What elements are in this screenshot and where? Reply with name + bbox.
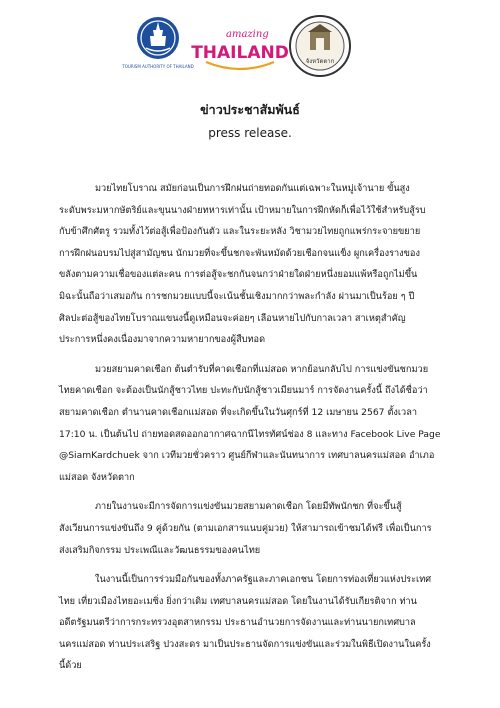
logo-bar [0, 14, 500, 84]
document-title: ข่าวประชาสัมพันธ์ [200, 102, 300, 117]
paragraph-event-details: มวยสยามคาดเชือก ต้นตำรับที่คาดเชือกที่แม่สอด หากย้อนกลับไป การแข่งขันชกมวย ไทยคาดเชือก จะต้องเป็นนักสู้ชาวไทย ปะทะกับนักสู้ชาวเมียนมาร์ การจัดงานครั้งนี้ ถึงได้ชื่อว่า สยามคาดเชือก ตำนานคาดเชือกแม่สอด ที่จะเกิดขึ้นในวันศุกร์ที่ 12 เมษายน 2567 ตั้งเวลา 17:10 น. เป็นต้นไป ถ่ายทอดสดออกอากาศฉากนีไทรทัศน์ช่อง 8 และทาง Facebook Live Page @SiamKardchuek จาก เวทีมวยชั่วคราว ศูนย์กีฬาและนันทนาการ เทศบาลนครแม่สอด อำเภอ แม่สอด จังหวัดตาก [59, 363, 441, 483]
paragraph-muay-thai-history: มวยไทยโบราณ สมัยก่อนเป็นการฝึกฝนถ่ายทอดกันแต่เฉพาะในหมู่เจ้านาย ขั้นสูง ระดับพระมหากษัตริย์และขุนนางฝ่ายทหารเท่านั้น เป้าหมายในการฝึกหัดก็เพื่อไว้ใช้สำหรับสู้รบ กับข้าศึกศัตรู รวมทั้งไว้ต่อสู้เพื่อป้องกันตัว และในระยะหลัง วิชามวยไทยถูกแพร่กระจายขยาย การฝึกฝนอบรมไปสู่สามัญชน นักมวยที่จะขึ้นชกจะพันหมัดด้วยเชือกจนแข็ง ผูกเครื่องรางของ ขลังตามความเชื่อของแต่ละคน การต่อสู้จะชกกันจนกว่าฝ่ายใดฝ่ายหนึ่งยอมแพ้หรือถูกไม่ขึ้น มิฉะนั้นถือว่าเสมอกัน การชกมวยแบบนี้จะเน้นชั้นเชิงมากกว่าพละกำลัง ผ่านมาเป็นร้อย ๆ ปี ศิลปะต่อสู้ของไทยโบราณแขนงนี้ดูเหมือนจะค่อยๆ เลือนหายไปกับกาลเวลา สาเหตุสำคัญ ประการหนึ่งคงเนื่องมาจากความหายากของผู้สืบทอด [59, 183, 426, 346]
amazing-thailand-logo [191, 22, 289, 74]
tat-logo-text: TOURISM AUTHORITY OF THAILAND [122, 64, 194, 69]
document-body [59, 178, 453, 685]
seal-text: จังหวัดตาก [305, 58, 335, 65]
paragraph-organizers: ในงานนี้เป็นการร่วมมือกันของทั้งภาครัฐและภาคเอกชน โดยการท่องเที่ยวแห่งประเทศ ไทย เที่ยวเมืองไทยอะเมซิ่ง ยิ่งกว่าเดิม เทศบาลนครแม่สอด โดยในงานได้รับเกียรติจาก ท่าน อดีตรัฐมนตรีว่าการกระทรวงอุตสาหกรรม ประธานอำนวยการจัดงานและท่านนายกเทศบาล นครแม่สอด ท่านประเสริฐ ปวงสะดร มาเป็นประธานจัดการแข่งขันและร่วมในพิธีเปิดงานในครั้ง นี้ด้วย [59, 574, 432, 672]
tat-logo [122, 14, 194, 76]
brand-thailand-text: THAILAND [191, 43, 289, 63]
brand-amazing-text: amazing [226, 29, 269, 40]
document-subtitle: press release. [208, 126, 292, 140]
paragraph-competition: ภายในงานจะมีการจัดการแข่งขันมวยสยามคาดเชือก โดยมีทัพนักชก ที่จะขึ้นสู้ สังเวียนการแข่งขันถึง 9 คู่ด้วยกัน (ตามเอกสารแนบคู่มวย) ให้สามารถเข้าชมได้ฟรี เพื่อเป็นการ ส่งเสริมกิจกรรม ประเพณีและวัฒนธรรมของคนไทย [59, 501, 432, 556]
provincial-seal-logo [288, 14, 352, 78]
